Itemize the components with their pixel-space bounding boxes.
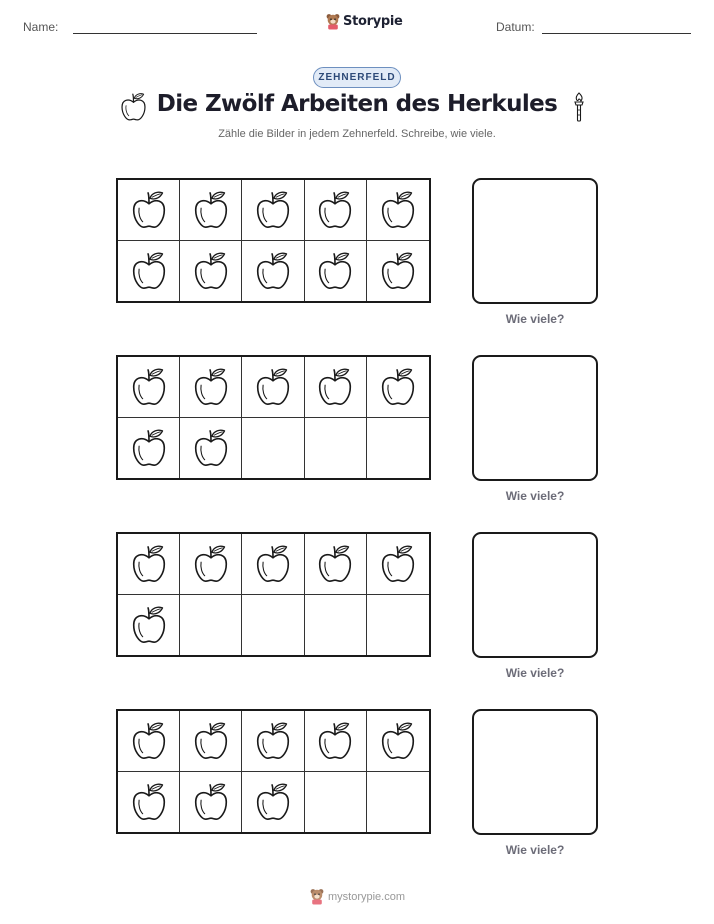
ten-frame-cell bbox=[180, 711, 242, 772]
how-many-label: Wie viele? bbox=[505, 312, 565, 326]
apple-icon bbox=[193, 428, 229, 468]
ten-frame-cell bbox=[242, 772, 304, 833]
apple-icon bbox=[380, 544, 416, 584]
ten-frame-cell bbox=[180, 534, 242, 595]
footer bbox=[310, 888, 405, 905]
ten-frame-cell bbox=[118, 595, 180, 656]
ten-frame-cell bbox=[242, 180, 304, 241]
bear-mascot-icon bbox=[326, 13, 340, 30]
ten-frame-cell bbox=[305, 534, 367, 595]
ten-frame-cell bbox=[118, 180, 180, 241]
apple-icon bbox=[317, 544, 353, 584]
ten-frame-4 bbox=[116, 709, 431, 834]
ten-frame-cell bbox=[305, 418, 367, 479]
apple-icon bbox=[131, 721, 167, 761]
torch-icon bbox=[572, 92, 586, 122]
apple-icon bbox=[317, 721, 353, 761]
answer-box-3[interactable] bbox=[472, 532, 598, 658]
ten-frame-cell bbox=[242, 711, 304, 772]
name-label: Name: bbox=[23, 20, 59, 34]
ten-frame-cell bbox=[180, 241, 242, 302]
apple-icon bbox=[255, 544, 291, 584]
ten-frame-cell bbox=[305, 180, 367, 241]
ten-frame-cell bbox=[118, 711, 180, 772]
how-many-label: Wie viele? bbox=[505, 666, 565, 680]
apple-icon bbox=[255, 782, 291, 822]
apple-icon bbox=[255, 251, 291, 291]
apple-icon bbox=[193, 544, 229, 584]
answer-box-2[interactable] bbox=[472, 355, 598, 481]
ten-frame-cell bbox=[305, 772, 367, 833]
ten-frame-1 bbox=[116, 178, 431, 303]
ten-frame-cell bbox=[242, 418, 304, 479]
ten-frame-cell bbox=[118, 357, 180, 418]
apple-icon bbox=[131, 190, 167, 230]
ten-frame-cell bbox=[367, 180, 429, 241]
ten-frame-cell bbox=[118, 418, 180, 479]
ten-frame-cell bbox=[367, 241, 429, 302]
apple-icon bbox=[380, 367, 416, 407]
ten-frame-cell bbox=[367, 534, 429, 595]
footer-url: mystorypie.com bbox=[328, 890, 406, 903]
apple-icon bbox=[193, 190, 229, 230]
apple-icon bbox=[131, 782, 167, 822]
ten-frame-cell bbox=[242, 534, 304, 595]
ten-frame-cell bbox=[305, 711, 367, 772]
ten-frame-cell bbox=[367, 357, 429, 418]
ten-frame-cell bbox=[242, 241, 304, 302]
apple-icon bbox=[380, 251, 416, 291]
apple-icon bbox=[131, 367, 167, 407]
ten-frame-3 bbox=[116, 532, 431, 657]
ten-frame-cell bbox=[118, 534, 180, 595]
apple-icon bbox=[193, 251, 229, 291]
worksheet-type-badge: ZEHNERFELD bbox=[313, 67, 401, 88]
ten-frame-cell bbox=[305, 595, 367, 656]
answer-box-1[interactable] bbox=[472, 178, 598, 304]
apple-icon bbox=[317, 251, 353, 291]
apple-icon bbox=[193, 721, 229, 761]
ten-frame-cell bbox=[367, 595, 429, 656]
apple-icon bbox=[380, 721, 416, 761]
date-field[interactable] bbox=[542, 33, 691, 34]
apple-icon bbox=[255, 367, 291, 407]
ten-frame-cell bbox=[367, 418, 429, 479]
how-many-label: Wie viele? bbox=[505, 489, 565, 503]
ten-frame-2 bbox=[116, 355, 431, 480]
apple-icon bbox=[317, 367, 353, 407]
apple-icon bbox=[131, 544, 167, 584]
date-label: Datum: bbox=[496, 20, 535, 34]
ten-frame-cell bbox=[180, 357, 242, 418]
worksheet-title: Die Zwölf Arbeiten des Herkules bbox=[156, 91, 558, 117]
apple-icon bbox=[380, 190, 416, 230]
apple-decoration-icon bbox=[120, 92, 147, 122]
ten-frame-cell bbox=[242, 595, 304, 656]
ten-frame-cell bbox=[242, 357, 304, 418]
apple-icon bbox=[255, 721, 291, 761]
ten-frame-cell bbox=[180, 772, 242, 833]
apple-icon bbox=[131, 605, 167, 645]
ten-frame-cell bbox=[305, 241, 367, 302]
ten-frame-cell bbox=[180, 180, 242, 241]
ten-frame-cell bbox=[118, 241, 180, 302]
apple-icon bbox=[193, 367, 229, 407]
apple-icon bbox=[193, 782, 229, 822]
apple-icon bbox=[255, 190, 291, 230]
apple-icon bbox=[131, 251, 167, 291]
answer-box-4[interactable] bbox=[472, 709, 598, 835]
logo-text: Storypie bbox=[343, 14, 403, 29]
ten-frame-cell bbox=[367, 711, 429, 772]
apple-icon bbox=[131, 428, 167, 468]
storypie-logo bbox=[326, 13, 403, 30]
apple-icon bbox=[317, 190, 353, 230]
ten-frame-cell bbox=[180, 418, 242, 479]
how-many-label: Wie viele? bbox=[505, 843, 565, 857]
ten-frame-cell bbox=[180, 595, 242, 656]
ten-frame-cell bbox=[367, 772, 429, 833]
name-field[interactable] bbox=[73, 33, 257, 34]
ten-frame-cell bbox=[118, 772, 180, 833]
bear-mascot-icon bbox=[310, 888, 324, 905]
ten-frame-cell bbox=[305, 357, 367, 418]
instructions: Zähle die Bilder in jedem Zehnerfeld. Schreibe, wie viele. bbox=[218, 128, 496, 140]
